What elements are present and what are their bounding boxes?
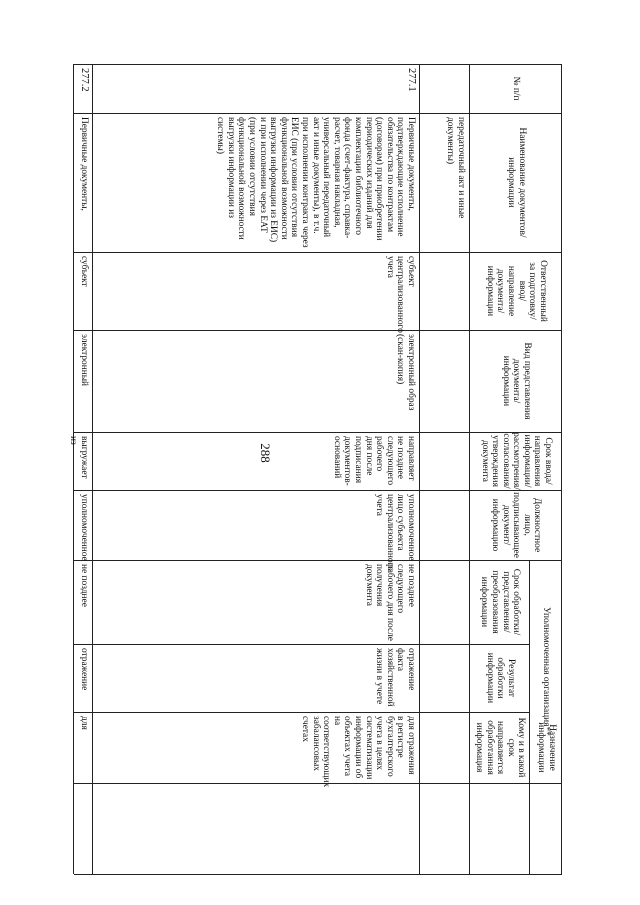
- header-responsible: Ответственный за подготовку/ ввод/ направление документа/ информации: [484, 260, 548, 322]
- row-processing-result: отражение: [79, 648, 89, 691]
- row-deadline: направляет не позднее следующего рабочего дня после подписания документов-оснований: [331, 436, 416, 486]
- row-processing-deadline: не позднее следующего рабочего дня после получения документа: [363, 564, 416, 641]
- header-official: Должностное лицо, подписывающее документ/ информацию: [490, 492, 543, 558]
- row-deadline: выгружает из: [68, 436, 89, 479]
- row-purpose: для: [79, 716, 89, 730]
- page-number: 288: [258, 443, 273, 463]
- column-divider: [74, 783, 562, 784]
- row-processing-result: отражение факта хозяйственной жизни в учете: [374, 648, 416, 707]
- header-processing-result: Результат обработки информации: [484, 652, 516, 704]
- header-purpose-to-whom: Кому и в какой срок направляется обработанная информация: [474, 717, 527, 778]
- continuation-row-name: передаточный акт и иные документы): [445, 117, 466, 219]
- row-official: уполномоченное лицо субъекта централизованного учета: [374, 494, 416, 571]
- table-border-right: [74, 874, 562, 875]
- header-name: Наименование документов/информации: [506, 127, 527, 238]
- row-number: 277.1: [406, 68, 417, 92]
- row-document-name: Первичные документы, подтверждающие исполнение обязательства по контрактам (договорам) при приобретении периодических изданий для комплектации библиотечного фонда (счет-фактура, справка-расчет, товарная накладная, универсальный передаточный акт и иные документы), в т.ч. при исполнении контракта через ЕИС (при условии отсутствия функциональной возможности выгрузки информации из ЕИС) и при исполнении через ЕАТ (при условии отсутствия функциональной возможности выгрузки информации из системы): [215, 117, 416, 248]
- document-table: [62, 52, 568, 891]
- row-official: уполномоченное: [79, 494, 89, 561]
- header-authorized-organization: Уполномоченная организация**: [541, 607, 552, 736]
- row-kind: электронный образ (скан-копия): [395, 334, 416, 411]
- row-number: 277.2: [79, 68, 90, 92]
- row-kind: электронный: [79, 334, 89, 387]
- row-purpose: для отражения в регистре бухгалтерского учета в целях систематизации информации об объектах учета на соответствующих забалансовых счетах: [300, 716, 416, 788]
- row-responsible: субъект: [79, 256, 89, 287]
- row-processing-deadline: не позднее: [79, 564, 89, 607]
- header-processing-deadline: Срок обработки/ представления/ преобразования информации: [479, 568, 522, 636]
- row-responsible: субъект централизованного учета: [384, 256, 416, 333]
- header-deadline: Срок ввода/ направления информации/ рассмотрения/ согласования/ утверждения документа: [479, 432, 554, 490]
- header-kind: Вид представления документа/ информации: [500, 342, 532, 420]
- header-number: № п/п: [511, 76, 522, 101]
- header-purpose: Назначение информации: [536, 722, 557, 773]
- row-document-name: Первичные документы,: [79, 117, 89, 211]
